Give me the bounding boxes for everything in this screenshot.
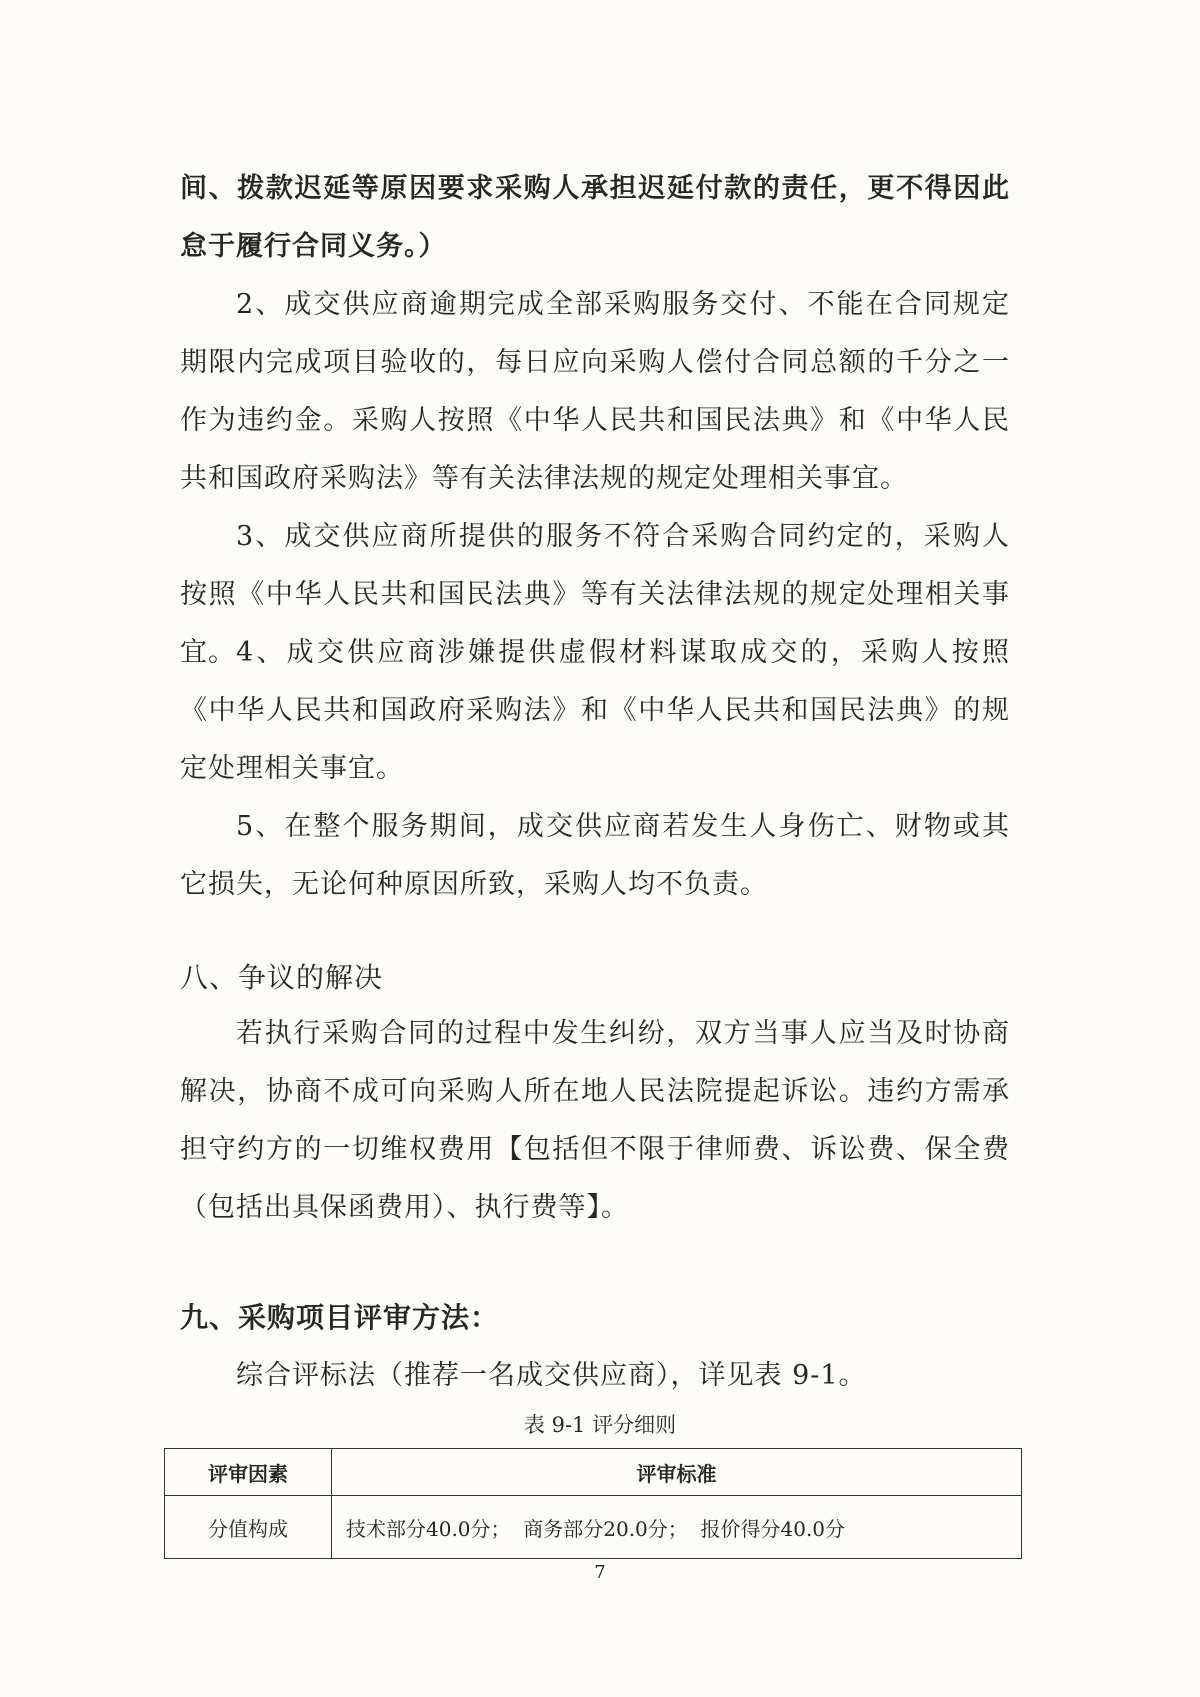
paragraph-clause-2: 2、成交供应商逾期完成全部采购服务交付、不能在合同规定期限内完成项目验收的，每日应向采购人偿付合同总额的千分之一作为违约金。采购人按照《中华人民共和国民法典》和《中华人民共和国政府采购法》等有关法律法规的规定处理相关事宜。: [180, 289, 1010, 494]
page-number: 7: [594, 1562, 606, 1583]
header-factor: 评审因素: [165, 1449, 332, 1496]
section-8-body: 若执行采购合同的过程中发生纠纷，双方当事人应当及时协商解决，协商不成可向采购人所在地人民法院提起诉讼。违约方需承担守约方的一切维权费用【包括但不限于律师费、诉讼费、保全费（包括出具保函费用）、执行费等】。: [180, 1018, 1010, 1223]
paragraph-continuation: 间、拨款迟延等原因要求采购人承担迟延付款的责任，更不得因此怠于履行合同义务。）: [180, 173, 1010, 262]
paragraph-clause-4: 4、成交供应商涉嫌提供虚假材料谋取成交的，采购人按照《中华人民共和国政府采购法》和《中华人民共和国民法典》的规定处理相关事宜。: [180, 637, 1010, 784]
section-9-heading: 九、采购项目评审方法：: [180, 1301, 500, 1334]
table-row: [165, 1496, 1022, 1559]
cell-factor: 分值构成: [165, 1496, 332, 1559]
paragraph-clause-5: 5、在整个服务期间，成交供应商若发生人身伤亡、财物或其它损失，无论何种原因所致，采购人均不负责。: [180, 811, 1010, 900]
table-caption: 表 9-1 评分细则: [523, 1413, 677, 1437]
table-header-row: [165, 1449, 1022, 1496]
section-8-heading: 八、争议的解决: [180, 961, 384, 994]
scoring-table: [164, 1448, 1022, 1559]
section-9-body: 综合评标法（推荐一名成交供应商），详见表 9-1。: [236, 1360, 867, 1391]
header-standard: 评审标准: [332, 1449, 1022, 1496]
cell-standard: 技术部分40.0分； 商务部分20.0分； 报价得分40.0分: [332, 1496, 1022, 1559]
paragraph-clause-3: 3、成交供应商所提供的服务不符合采购合同约定的，采购人按照《中华人民共和国民法典》等有关法律法规的规定处理相关事宜。: [180, 521, 1010, 668]
